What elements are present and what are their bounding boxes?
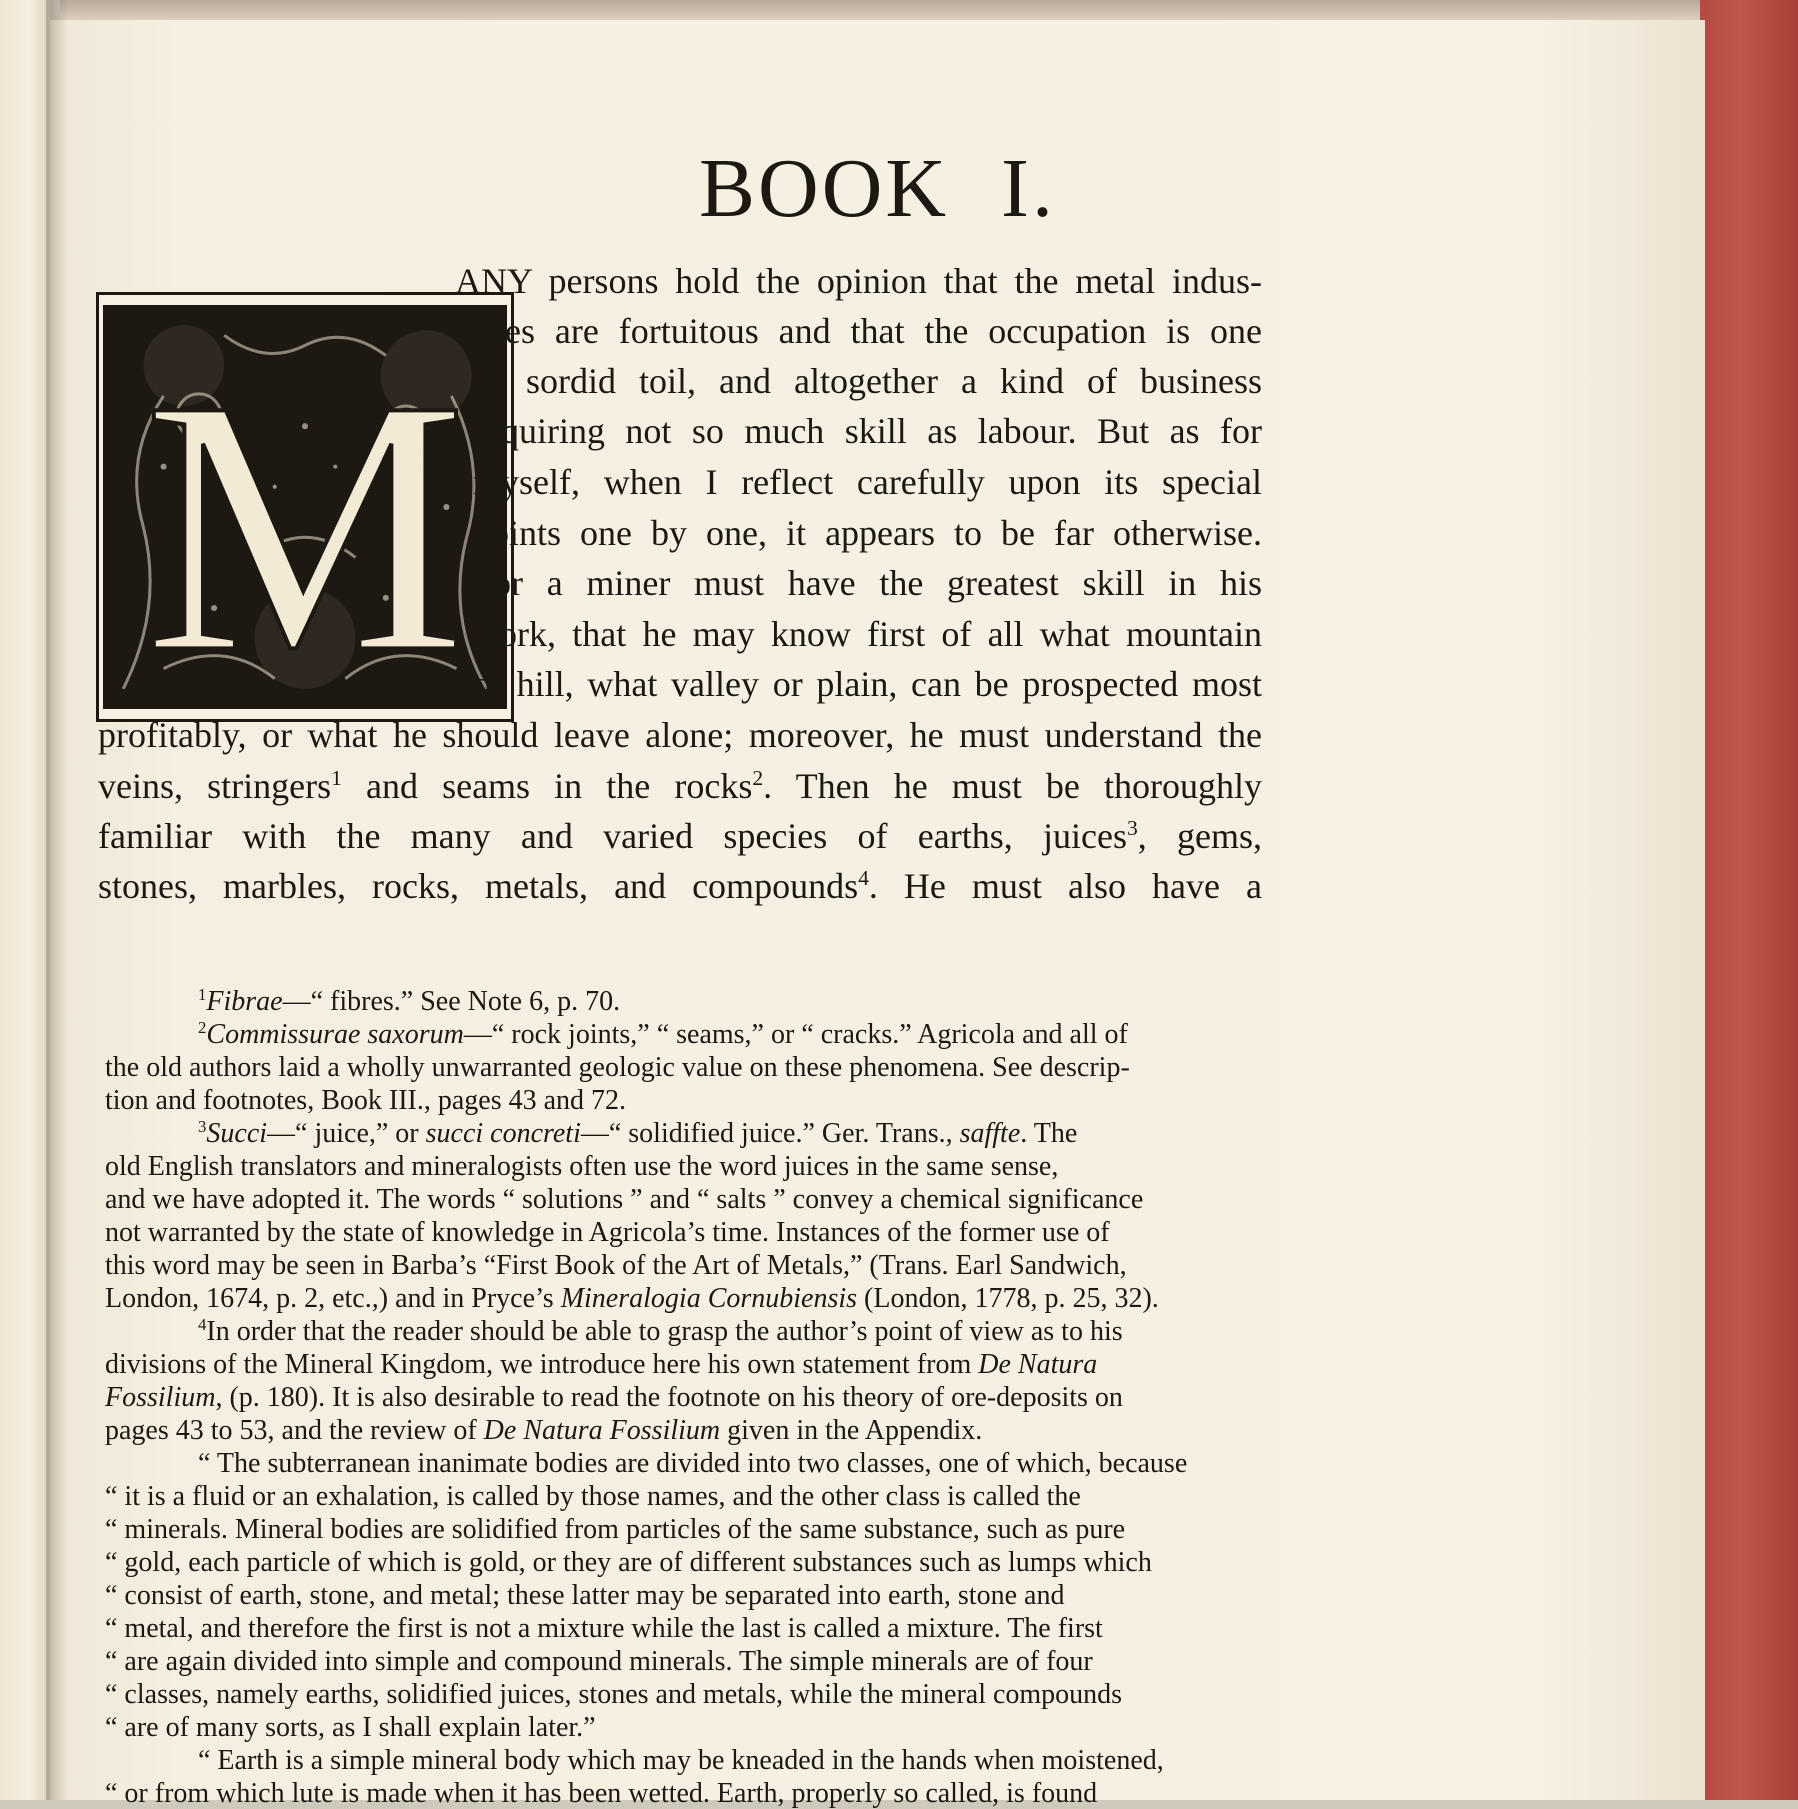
quote-line: “ The subterranean inanimate bodies are divided into two classes, one of which, because bbox=[198, 1448, 1188, 1479]
note-ref-3[interactable]: 3 bbox=[1126, 816, 1138, 841]
footnote-line: tion and footnotes, Book III., pages 43 and 72. bbox=[105, 1085, 627, 1116]
body-line-2: tries are fortuitous and that the occupation is one bbox=[473, 311, 1262, 351]
body-line-11-c: . Then he must be thoroughly bbox=[763, 766, 1263, 806]
footnote-line: the old authors laid a wholly unwarranted geologic value on these phenomena. See descrip- bbox=[105, 1052, 1130, 1083]
body-line-4: requiring not so much skill as labour. But as for bbox=[473, 411, 1262, 451]
footnote-text: (London, 1778, p. 25, 32). bbox=[857, 1283, 1159, 1314]
body-line-13-a: stones, marbles, rocks, metals, and compounds bbox=[98, 866, 859, 906]
footnote-term: Fibrae bbox=[206, 986, 283, 1017]
footnote-term: succi concreti bbox=[425, 1118, 581, 1149]
body-line-11 bbox=[98, 768, 1262, 804]
footnote-line bbox=[105, 1384, 1123, 1412]
footnote-3 bbox=[198, 1116, 1078, 1149]
footnote-term: De Natura bbox=[978, 1349, 1098, 1380]
footnote-mark: 2 bbox=[198, 1017, 207, 1037]
footnote-text: In order that the reader should be able to grasp the author’s point of view as to his bbox=[206, 1316, 1123, 1347]
body-line-5: myself, when I reflect carefully upon its special bbox=[473, 462, 1262, 502]
drop-cap-illustration bbox=[96, 292, 514, 722]
body-line-12-b: , gems, bbox=[1137, 816, 1262, 856]
note-ref-4[interactable]: 4 bbox=[858, 866, 869, 891]
footnote-mark: 3 bbox=[198, 1116, 207, 1136]
footnote-text: . The bbox=[1020, 1118, 1078, 1149]
footnote-text: —“ fibres.” See Note 6, p. 70. bbox=[282, 986, 621, 1017]
footnote-line bbox=[105, 1285, 1159, 1313]
body-line-11-a: veins, stringers bbox=[98, 766, 332, 806]
footnote-term: Mineralogia Cornubiensis bbox=[560, 1283, 858, 1314]
note-ref-2[interactable]: 2 bbox=[752, 766, 764, 791]
quote-line: “ metal, and therefore the first is not a mixture while the last is called a mixture. The first bbox=[105, 1613, 1103, 1644]
footnote-line: this word may be seen in Barba’s “First Book of the Art of Metals,” (Trans. Earl Sandwich, bbox=[105, 1250, 1127, 1281]
spine-shadow bbox=[46, 0, 68, 1800]
footnote-mark: 4 bbox=[198, 1314, 207, 1334]
body-line-9: or hill, what valley or plain, can be prospected most bbox=[473, 664, 1262, 704]
page-title: BOOK I. bbox=[699, 142, 1056, 235]
footnote-4 bbox=[198, 1314, 1123, 1347]
quote-line: “ minerals. Mineral bodies are solidified from particles of the same substance, such as pure bbox=[105, 1514, 1126, 1545]
footnote-line bbox=[105, 1417, 982, 1445]
footnote-1 bbox=[198, 984, 621, 1017]
footnote-line: and we have adopted it. The words “ solutions ” and “ salts ” convey a chemical significance bbox=[105, 1184, 1144, 1215]
body-line-3: of sordid toil, and altogether a kind of business bbox=[473, 361, 1262, 401]
footnote-text: —“ rock joints,” “ seams,” or “ cracks.” Agricola and all of bbox=[463, 1019, 1128, 1050]
drop-cap-m-icon bbox=[103, 299, 507, 715]
body-line-8: work, that he may know first of all what mountain bbox=[473, 614, 1262, 654]
body-line-7: For a miner must have the greatest skill in his bbox=[473, 563, 1262, 603]
quote-line: “ or from which lute is made when it has been wetted. Earth, properly so called, is found bbox=[105, 1778, 1098, 1809]
body-line-1: ANY persons hold the opinion that the metal indus- bbox=[455, 261, 1262, 301]
left-page-edge bbox=[0, 0, 50, 1800]
quote-line: “ are again divided into simple and compound minerals. The simple minerals are of four bbox=[105, 1646, 1093, 1677]
body-line-13-b: . He must also have a bbox=[868, 866, 1262, 906]
footnote-mark: 1 bbox=[198, 984, 207, 1004]
footnote-text: London, 1674, p. 2, etc.,) and in Pryce’s bbox=[105, 1283, 561, 1314]
footnote-text: , (p. 180). It is also desirable to read the footnote on his theory of ore-deposits on bbox=[215, 1382, 1123, 1413]
footnote-term: Succi bbox=[206, 1118, 268, 1149]
quote-line: “ classes, namely earths, solidified juices, stones and metals, while the mineral compounds bbox=[105, 1679, 1123, 1710]
quote-line: “ Earth is a simple mineral body which may be kneaded in the hands when moistened, bbox=[198, 1745, 1164, 1776]
footnote-line: not warranted by the state of knowledge in Agricola’s time. Instances of the former use of bbox=[105, 1217, 1110, 1248]
footnote-term: Commissurae saxorum bbox=[206, 1019, 464, 1050]
footnote-text: divisions of the Mineral Kingdom, we introduce here his own statement from bbox=[105, 1349, 979, 1380]
quote-line: “ it is a fluid or an exhalation, is called by those names, and the other class is called the bbox=[105, 1481, 1081, 1512]
quote-line: “ are of many sorts, as I shall explain later.” bbox=[105, 1712, 596, 1743]
body-line-11-b: and seams in the rocks bbox=[341, 766, 753, 806]
footnote-term: saffte bbox=[959, 1118, 1021, 1149]
body-line-6: points one by one, it appears to be far otherwise. bbox=[473, 513, 1262, 553]
book-page bbox=[50, 20, 1705, 1809]
footnote-term: Fossilium bbox=[105, 1382, 216, 1413]
footnote-text: —“ juice,” or bbox=[267, 1118, 426, 1149]
footnote-text: —“ solidified juice.” Ger. Trans., bbox=[580, 1118, 960, 1149]
quote-line: “ consist of earth, stone, and metal; these latter may be separated into earth, stone and bbox=[105, 1580, 1065, 1611]
note-ref-1[interactable]: 1 bbox=[331, 766, 342, 791]
body-line-13 bbox=[98, 868, 1262, 904]
book-cover-edge bbox=[1700, 0, 1798, 1800]
body-line-12 bbox=[98, 818, 1262, 854]
footnote-line: old English translators and mineralogists often use the word juices in the same sense, bbox=[105, 1151, 1059, 1182]
body-line-12-a: familiar with the many and varied species of earths, juices bbox=[98, 816, 1127, 856]
footnote-text: pages 43 to 53, and the review of bbox=[105, 1415, 484, 1446]
footnote-text: given in the Appendix. bbox=[720, 1415, 983, 1446]
quote-line: “ gold, each particle of which is gold, or they are of different substances such as lumps which bbox=[105, 1547, 1152, 1578]
drop-cap-letter: M bbox=[143, 324, 467, 715]
footnote-term: De Natura Fossilium bbox=[483, 1415, 721, 1446]
footnote-line bbox=[105, 1351, 1097, 1379]
body-line-10: profitably, or what he should leave alone; moreover, he must understand the bbox=[98, 715, 1262, 755]
footnote-2 bbox=[198, 1017, 1128, 1050]
